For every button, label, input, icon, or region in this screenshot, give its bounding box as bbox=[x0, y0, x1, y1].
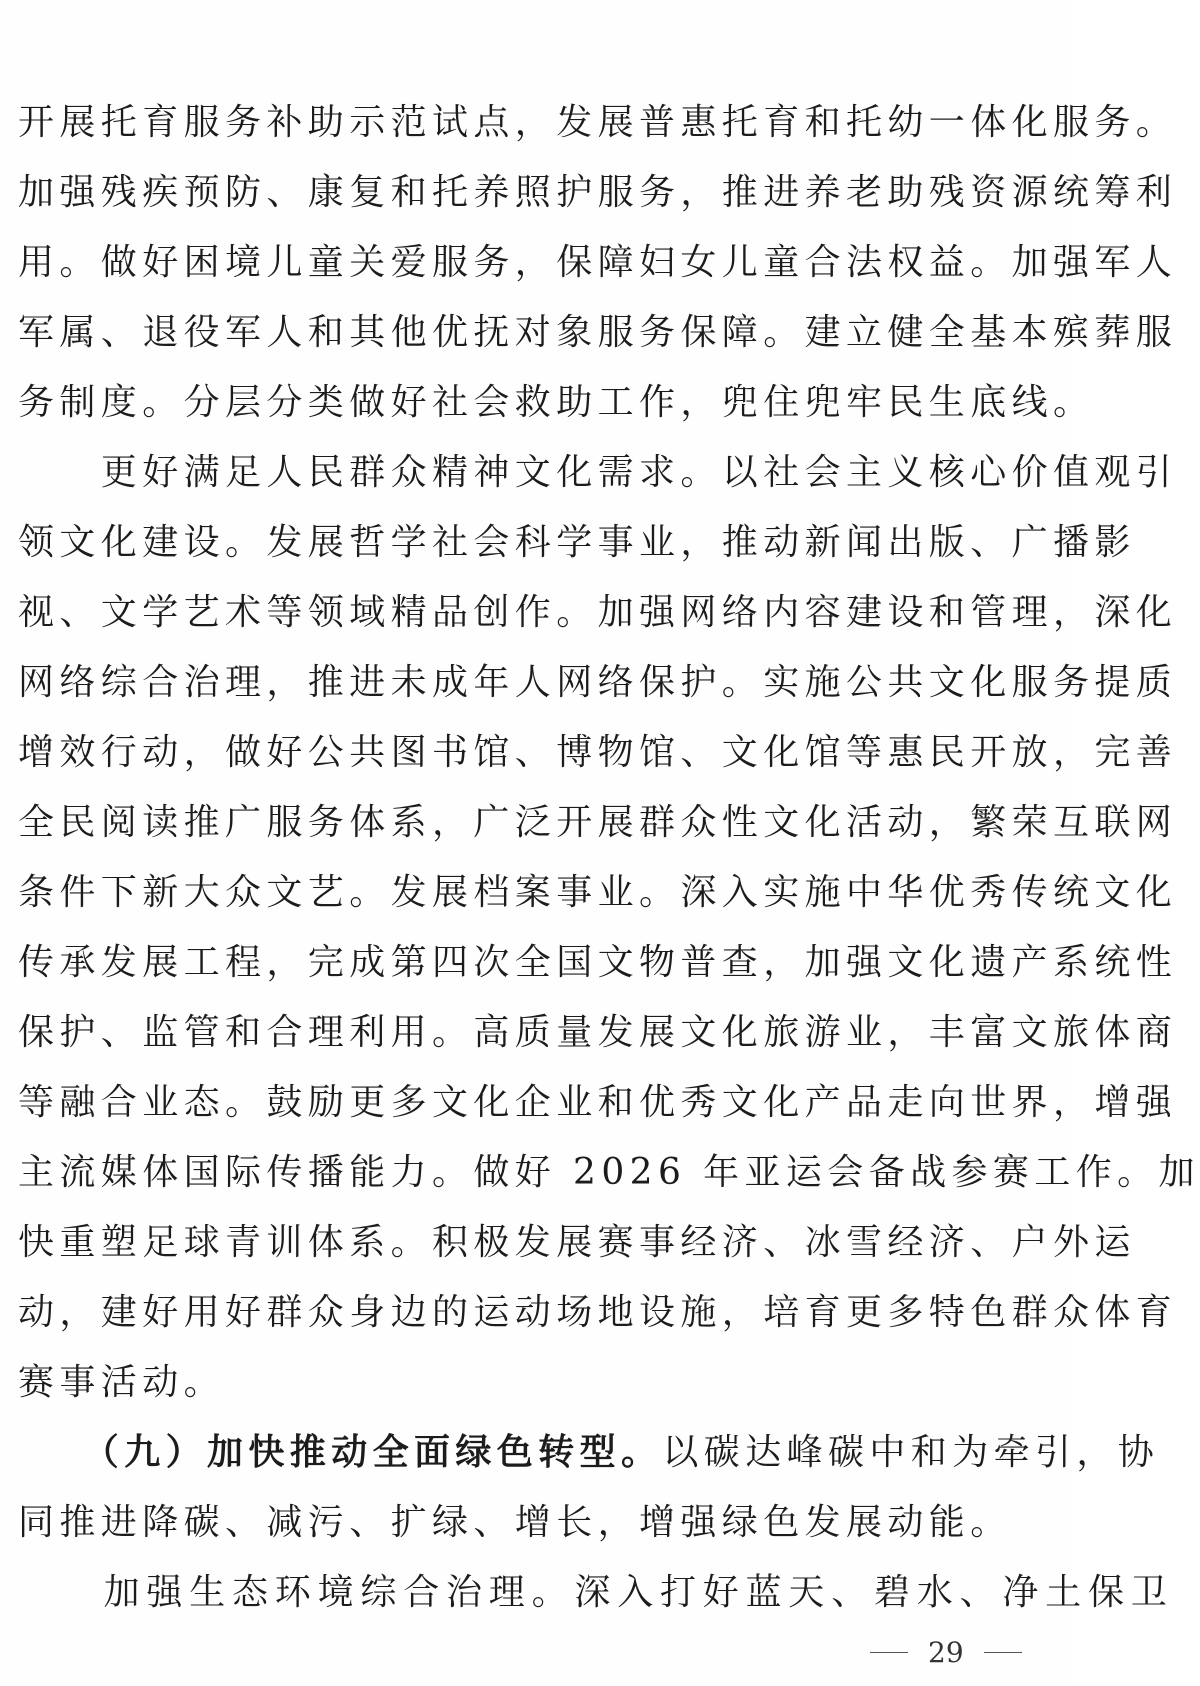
text-line: 增效行动，做好公共图书馆、博物馆、文化馆等惠民开放，完善 bbox=[18, 732, 1178, 773]
text-line: 网络综合治理，推进未成年人网络保护。实施公共文化服务提质 bbox=[18, 662, 1178, 703]
paragraph-start-line: 加强生态环境综合治理。深入打好蓝天、碧水、净土保卫 bbox=[18, 1572, 1174, 1613]
text-line: 保护、监管和合理利用。高质量发展文化旅游业，丰富文旅体商 bbox=[18, 1012, 1178, 1053]
text-line: 加强残疾预防、康复和托养照护服务，推进养老助残资源统筹利 bbox=[18, 172, 1178, 213]
text-line: 快重塑足球青训体系。积极发展赛事经济、冰雪经济、户外运 bbox=[18, 1222, 1136, 1263]
text-line: 同推进降碳、减污、扩绿、增长，增强绿色发展动能。 bbox=[18, 1502, 1012, 1543]
page-number: 29 bbox=[928, 1635, 964, 1669]
body-text bbox=[18, 88, 1200, 1628]
paragraph-start-line: 更好满足人民群众精神文化需求。以社会主义核心价值观引 bbox=[18, 452, 1178, 493]
footer-dash-left bbox=[870, 1652, 908, 1653]
text-line: 领文化建设。发展哲学社会科学事业，推动新闻出版、广播影 bbox=[18, 522, 1136, 563]
text-line: 务制度。分层分类做好社会救助工作，兜住兜牢民生底线。 bbox=[18, 382, 1095, 423]
text-line: 军属、退役军人和其他优抚对象服务保障。建立健全基本殡葬服 bbox=[18, 312, 1178, 353]
text-line: 条件下新大众文艺。发展档案事业。深入实施中华优秀传统文化 bbox=[18, 872, 1178, 913]
text-line: 全民阅读推广服务体系，广泛开展群众性文化活动，繁荣互联网 bbox=[18, 802, 1178, 843]
text-line: 动，建好用好群众身边的运动场地设施，培育更多特色群众体育 bbox=[18, 1292, 1178, 1333]
footer-dash-right bbox=[984, 1652, 1022, 1653]
text-line: 传承发展工程，完成第四次全国文物普查，加强文化遗产系统性 bbox=[18, 942, 1178, 983]
text-line: 视、文学艺术等领域精品创作。加强网络内容建设和管理，深化 bbox=[18, 592, 1178, 633]
text-line: 等融合业态。鼓励更多文化企业和优秀文化产品走向世界，增强 bbox=[18, 1082, 1178, 1123]
text-line: 开展托育服务补助示范试点，发展普惠托育和托幼一体化服务。 bbox=[18, 102, 1178, 143]
section-heading-line bbox=[18, 1418, 1160, 1488]
section-heading: （九）加快推动全面绿色转型。 bbox=[18, 1432, 663, 1473]
text-line: 用。做好困境儿童关爱服务，保障妇女儿童合法权益。加强军人 bbox=[18, 242, 1178, 283]
page-footer bbox=[870, 1632, 1050, 1672]
section-heading-continuation: 以碳达峰碳中和为牵引，协 bbox=[662, 1432, 1160, 1473]
text-line: 主流媒体国际传播能力。做好 2026 年亚运会备战参赛工作。加 bbox=[18, 1152, 1200, 1193]
text-line: 赛事活动。 bbox=[18, 1362, 226, 1403]
